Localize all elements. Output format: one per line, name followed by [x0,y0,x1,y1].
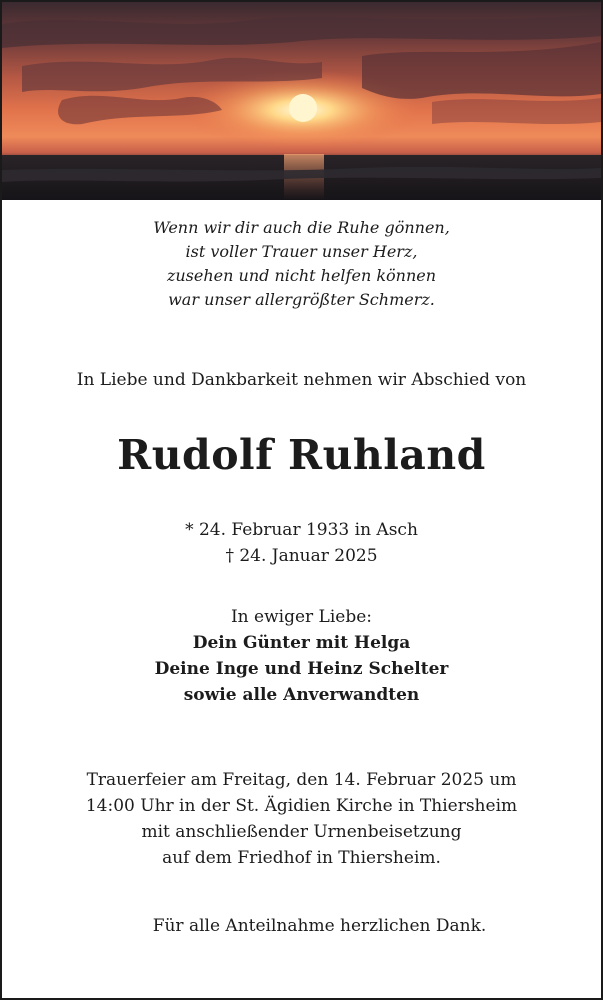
mourner-line: Deine Inge und Heinz Schelter [154,659,449,679]
birth-date: * 24. Februar 1933 in Asch [185,520,418,540]
mourners [2,604,601,708]
death-date: † 24. Januar 2025 [225,546,378,566]
poem-line: ist voller Trauer unser Herz, [185,242,418,261]
deceased-name: Rudolf Ruhland [117,431,486,479]
poem-line: Wenn wir dir auch die Ruhe gönnen, [153,218,450,237]
farewell-intro: In Liebe und Dankbarkeit nehmen wir Abschied von [76,370,527,390]
service-line: mit anschließender Urnenbeisetzung [141,822,462,842]
service-line: Trauerfeier am Freitag, den 14. Februar 2025 um [86,770,517,790]
funeral-service-info [2,767,601,871]
service-line: 14:00 Uhr in der St. Ägidien Kirche in Thiersheim [85,796,518,816]
mourner-line: Dein Günter mit Helga [192,633,411,653]
poem-line: war unser allergrößter Schmerz. [168,290,435,309]
service-line: auf dem Friedhof in Thiersheim. [162,848,441,868]
mourner-line: sowie alle Anverwandten [183,685,420,705]
mourners-caption: In ewiger Liebe: [230,607,373,627]
sunset-sea-image [2,2,601,200]
thanks-note: Für alle Anteilnahme herzlichen Dank. [152,916,487,936]
poem [2,216,601,312]
poem-line: zusehen und nicht helfen können [166,266,437,285]
life-dates [2,517,601,569]
